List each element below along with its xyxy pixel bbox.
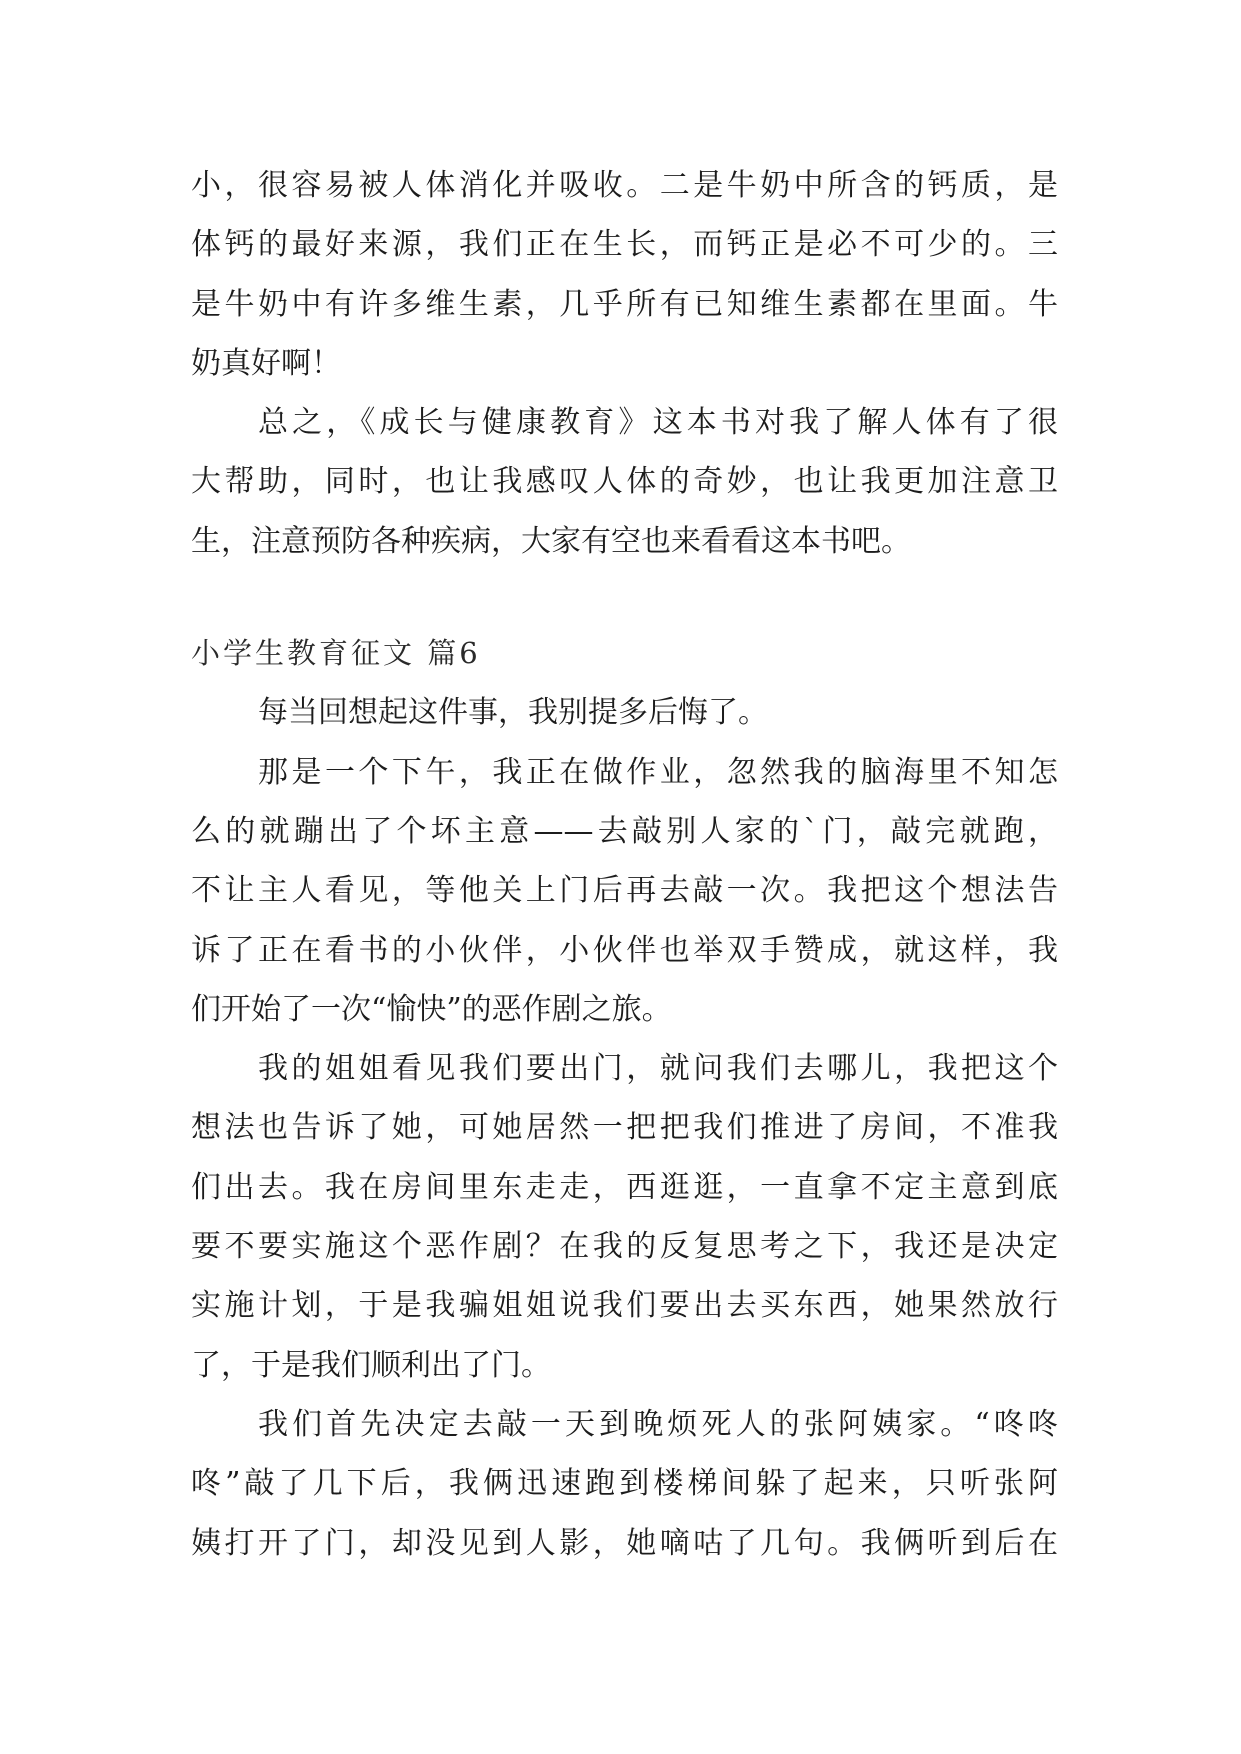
text-line: 大帮助，同时，也让我感叹人体的奇妙，也让我更加注意卫 [191,464,1058,500]
text-line: 么的就蹦出了个坏主意——去敲别人家的`门，敲完就跑， [191,813,1058,849]
text-line: 诉了正在看书的小伙伴，小伙伴也举双手赞成，就这样，我 [191,932,1058,968]
text-line: 总之，《成长与健康教育》这本书对我了解人体有了很 [258,405,1058,441]
text-line: 小，很容易被人体消化并吸收。二是牛奶中所含的钙质，是 [191,168,1058,203]
paragraph [191,156,1058,393]
text-line: 生，注意预防各种疾病，大家有空也来看看这本书吧。 [191,523,911,559]
text-line: 是牛奶中有许多维生素，几乎所有已知维生素都在里面。牛 [191,286,1058,322]
document-body [191,156,1058,1573]
text-line: 奶真好啊！ [191,345,341,381]
text-line: 要不要实施这个恶作剧？在我的反复思考之下，我还是决定 [191,1229,1058,1265]
section-heading: 小学生教育征文 篇6 [191,636,481,671]
text-line: 了，于是我们顺利出了门。 [191,1347,551,1383]
text-line: 想法也告诉了她，可她居然一把把我们推进了房间，不准我 [191,1110,1058,1146]
paragraph [191,1039,1058,1395]
paragraph [191,743,1058,1039]
paragraph [191,393,1058,571]
text-line: 我的姐姐看见我们要出门，就问我们去哪儿，我把这个 [258,1051,1058,1087]
text-line: 那是一个下午，我正在做作业，忽然我的脑海里不知怎 [258,754,1058,790]
text-line: 每当回想起这件事，我别提多后悔了。 [258,695,768,731]
text-line: 姨打开了门，却没见到人影，她嘀咕了几句。我俩听到后在 [191,1525,1058,1561]
paragraph [191,683,1058,742]
text-line: 我们首先决定去敲一天到晚烦死人的张阿姨家。“咚咚 [258,1406,1058,1442]
text-line: 们开始了一次“愉快”的恶作剧之旅。 [191,991,672,1027]
paragraph [191,1395,1058,1573]
text-line: 实施计划，于是我骗姐姐说我们要出去买东西，她果然放行 [191,1288,1058,1324]
text-line: 们出去。我在房间里东走走，西逛逛，一直拿不定主意到底 [191,1169,1058,1205]
text-line: 咚”敲了几下后，我俩迅速跑到楼梯间躲了起来，只听张阿 [191,1466,1058,1502]
text-line: 不让主人看见，等他关上门后再去敲一次。我把这个想法告 [191,873,1058,909]
text-line: 体钙的最好来源，我们正在生长，而钙正是必不可少的。三 [191,227,1058,263]
